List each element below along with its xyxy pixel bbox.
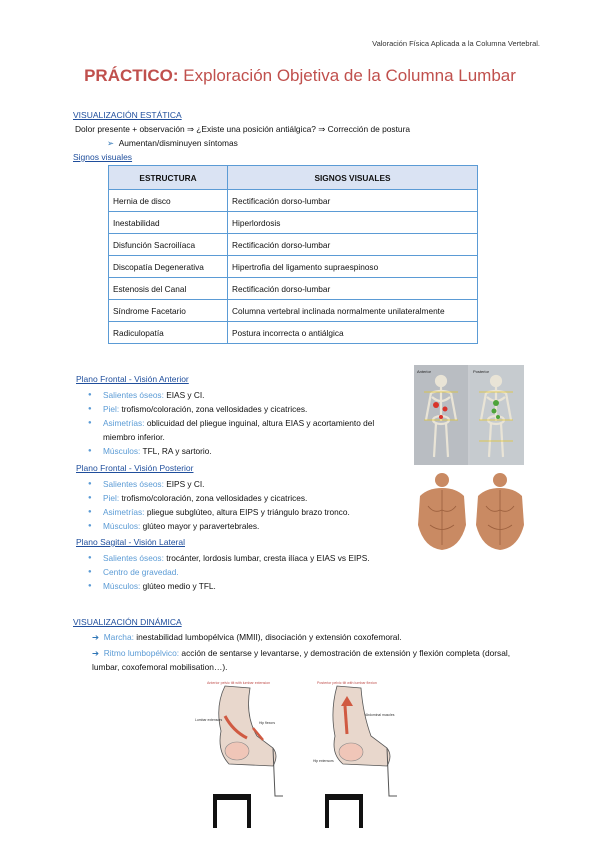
table-row bbox=[109, 322, 478, 344]
cell-structure: Discopatía Degenerativa bbox=[109, 256, 228, 278]
seat-left-label-b: Hip flexors bbox=[259, 721, 276, 725]
page-title bbox=[0, 66, 600, 86]
marcha-line: ➔ Marcha: inestabilidad lumbopélvica (MMII), disociación y extensión coxofemoral. bbox=[92, 632, 402, 642]
list-item: ● Músculos: TFL, RA y sartorio. bbox=[88, 444, 398, 458]
dynamic-heading: VISUALIZACIÓN DINÁMICA bbox=[73, 617, 182, 627]
cell-sign: Postura incorrecta o antiálgica bbox=[228, 322, 478, 344]
sagital-lateral-title[interactable]: Plano Sagital - Visión Lateral bbox=[76, 537, 185, 547]
seated-pelvic-tilt-image bbox=[195, 676, 410, 831]
list-item: ● Piel: trofismo/coloración, zona vellosidades y cicatrices. bbox=[88, 491, 408, 505]
list-item: ● Salientes óseos: trocánter, lordosis lumbar, cresta ilíaca y EIAS vs EIPS. bbox=[88, 551, 418, 565]
static-line-2: ➢ Aumentan/disminuyen síntomas bbox=[107, 138, 238, 148]
header-note: Valoración Física Aplicada a la Columna Vertebral. bbox=[372, 39, 540, 48]
table-header-row bbox=[109, 166, 478, 190]
title-prefix: PRÁCTICO: bbox=[84, 66, 179, 85]
seat-left-title: Anterior pelvic tilt with lumbar extension bbox=[207, 681, 271, 685]
cell-sign: Rectificación dorso-lumbar bbox=[228, 234, 478, 256]
list-item: ● Piel: trofismo/coloración, zona vellosidades y cicatrices. bbox=[88, 402, 398, 416]
list-item: ● Centro de gravedad. bbox=[88, 565, 418, 579]
cell-sign: Rectificación dorso-lumbar bbox=[228, 190, 478, 212]
col-header: ESTRUCTURA bbox=[109, 166, 228, 190]
cell-sign: Hipertrofia del ligamento supraespinoso bbox=[228, 256, 478, 278]
signs-table bbox=[108, 165, 478, 344]
triangle-arrow-icon: ➢ bbox=[107, 138, 115, 148]
cell-structure: Disfunción Sacroilíaca bbox=[109, 234, 228, 256]
cell-structure: Síndrome Facetario bbox=[109, 300, 228, 322]
table-row bbox=[109, 234, 478, 256]
cell-sign: Columna vertebral inclinada normalmente unilateralmente bbox=[228, 300, 478, 322]
table-row bbox=[109, 300, 478, 322]
list-item: ● Salientes óseos: EIPS y CI. bbox=[88, 477, 408, 491]
table-row bbox=[109, 256, 478, 278]
static-heading: VISUALIZACIÓN ESTÁTICA bbox=[73, 110, 182, 120]
sagital-lateral-list bbox=[88, 551, 418, 593]
cell-sign: Hiperlordosis bbox=[228, 212, 478, 234]
cell-structure: Estenosis del Canal bbox=[109, 278, 228, 300]
cell-structure: Inestabilidad bbox=[109, 212, 228, 234]
seat-right-label-a: Abdominal muscles bbox=[365, 713, 395, 717]
frontal-anterior-list bbox=[88, 388, 398, 458]
list-item: ● Asimetrías: pliegue subglúteo, altura EIPS y triángulo brazo tronco. bbox=[88, 505, 408, 519]
list-item: ● Salientes óseos: EIAS y CI. bbox=[88, 388, 398, 402]
list-item: ● Músculos: glúteo mayor y paravertebrales. bbox=[88, 519, 408, 533]
ritmo-line: ➔ Ritmo lumbopélvico: acción de sentarse y levantarse, y demostración de extensión y flexión completa (dorsal, lumbar, coxofemoral mobilisation…). bbox=[92, 648, 511, 672]
list-item: ● Músculos: glúteo medio y TFL. bbox=[88, 579, 418, 593]
table-row bbox=[109, 190, 478, 212]
cell-structure: Hernia de disco bbox=[109, 190, 228, 212]
cell-sign: Rectificación dorso-lumbar bbox=[228, 278, 478, 300]
frontal-posterior-title[interactable]: Plano Frontal - Visión Posterior bbox=[76, 463, 194, 473]
cell-structure: Radiculopatía bbox=[109, 322, 228, 344]
seat-right-label-b: Hip extensors bbox=[313, 759, 334, 763]
table-row bbox=[109, 278, 478, 300]
back-view-image bbox=[414, 470, 529, 550]
seat-right-title: Posterior pelvic tilt with lumbar flexion bbox=[317, 681, 377, 685]
seat-left-label-a: Lumbar extensors bbox=[195, 718, 223, 722]
skeleton-label-left: Anterior bbox=[417, 369, 432, 374]
col-header: SIGNOS VISUALES bbox=[228, 166, 478, 190]
frontal-posterior-list bbox=[88, 477, 408, 533]
skeleton-posture-image bbox=[414, 365, 524, 465]
arrow-right-icon: ➔ bbox=[92, 648, 100, 658]
title-main: Exploración Objetiva de la Columna Lumbar bbox=[183, 66, 516, 85]
static-line-1: Dolor presente + observación ⇒ ¿Existe una posición antiálgica? ⇒ Corrección de postura bbox=[75, 124, 411, 134]
frontal-anterior-title[interactable]: Plano Frontal - Visión Anterior bbox=[76, 374, 189, 384]
signs-link[interactable]: Signos visuales bbox=[73, 152, 133, 162]
list-item: ● Asimetrías: oblicuidad del pliegue inguinal, altura EIAS y acortamiento del miembro inferior. bbox=[88, 416, 398, 444]
table-row bbox=[109, 212, 478, 234]
arrow-right-icon: ➔ bbox=[92, 632, 100, 642]
skeleton-label-right: Posterior bbox=[473, 369, 490, 374]
